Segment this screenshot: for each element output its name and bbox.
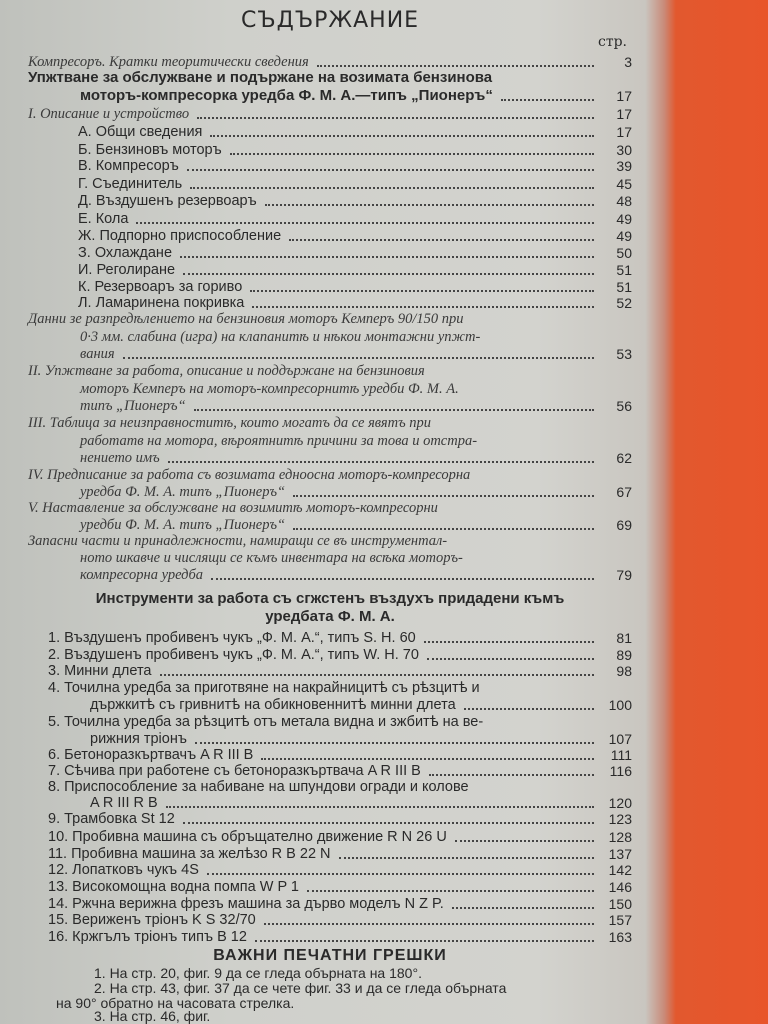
tool-entry-line: [48, 829, 600, 845]
toc-page-number: 17: [616, 88, 632, 104]
toc-page-number: 62: [616, 450, 632, 466]
toc-entry-text: З. Охлаждане: [78, 245, 173, 261]
leader-dots: [293, 494, 594, 497]
leader-dots: [230, 152, 594, 155]
leader-dots: [261, 757, 594, 760]
leader-dots: [317, 64, 594, 67]
tool-entry-text: 11. Пробивна машина за желѣзо R B 22 N: [48, 846, 331, 862]
leader-dots: [264, 922, 594, 925]
toc-entry-line: [78, 295, 600, 311]
tool-entry-line: [90, 731, 600, 747]
toc-entry-line: [28, 54, 600, 70]
tool-entry-line: [48, 879, 600, 895]
toc-entry-line: [78, 279, 600, 295]
toc-entry-line: [80, 567, 600, 583]
leader-dots: [123, 356, 594, 359]
toc-page-number: 49: [616, 211, 632, 227]
tool-page-number: 107: [608, 731, 632, 747]
toc-entry-text: А. Общи сведения: [78, 124, 203, 140]
toc-entry-text: вания: [80, 346, 115, 362]
toc-entry-line: [80, 517, 600, 533]
tool-entry-line: [48, 647, 600, 663]
toc-page-number: 56: [616, 398, 632, 414]
toc-entry-line: [80, 346, 600, 362]
toc-entry-text: Данни зе разпредѣлението на бензиновия моторъ Кемперъ 90/150 при: [28, 311, 464, 327]
toc-entry-line: [78, 228, 600, 244]
toc-entry-line: [28, 311, 600, 327]
leader-dots: [194, 408, 594, 411]
toc-entry-line: [78, 193, 600, 209]
tool-page-number: 120: [608, 795, 632, 811]
tool-entry-text: 12. Лопатковъ чукъ 4S: [48, 862, 199, 878]
errata-item: 3. На стр. 46, фиг.: [94, 1008, 211, 1024]
tool-page-number: 142: [608, 862, 632, 878]
leader-dots: [160, 673, 595, 676]
tool-entry-text: 8. Приспособление за набиване на шпундови огради и колове: [48, 779, 469, 795]
leader-dots: [197, 116, 594, 119]
toc-entry-line: [78, 262, 600, 278]
toc-page-number: 17: [616, 124, 632, 140]
toc-entry-text: Запасни части и принадлежности, намиращи се въ инструментал-: [28, 533, 448, 549]
leader-dots: [252, 305, 594, 308]
leader-dots: [250, 289, 594, 292]
leader-dots: [136, 221, 594, 224]
tool-entry-text: 7. Сѣчива при работене съ бетоноразкъртвача A R III B: [48, 763, 421, 779]
tool-entry-text: 3. Минни длета: [48, 663, 152, 679]
toc-entry-line: [28, 533, 600, 549]
leader-dots: [166, 805, 594, 808]
leader-dots: [211, 577, 594, 580]
tool-page-number: 81: [616, 630, 632, 646]
errata-heading: ВАЖНИ ПЕЧАТНИ ГРЕШКИ: [213, 947, 447, 964]
toc-page-number: 3: [624, 54, 632, 70]
toc-entry-text: I. Описание и устройство: [28, 106, 190, 122]
tool-page-number: 137: [608, 846, 632, 862]
toc-entry-text: ното шкавче и числящи се къмъ инвентара на всѣка моторъ-: [80, 550, 463, 566]
toc-entry-text: V. Наставление за обслужване на возимитѣ моторъ-компресорни: [28, 500, 438, 516]
toc-entry-line: [78, 158, 600, 174]
toc-entry-text: Упжтване за обслужване и подържане на возимата бензинова: [28, 69, 493, 86]
toc-entry-line: [80, 398, 600, 414]
tool-entry-text: държкитѣ съ гривнитѣ на обикновеннитѣ минни длета: [90, 697, 456, 713]
toc-entry-text: моторъ Кемперъ на моторъ-компресорнитѣ уредби Ф. М. А.: [80, 381, 459, 397]
tool-entry-line: [48, 846, 600, 862]
tool-page-number: 111: [610, 747, 632, 763]
tool-entry-text: 16. Кржгълъ тріонъ типъ B 12: [48, 929, 247, 945]
tool-entry-line: [48, 680, 600, 696]
errata-item: на 90° обратно на часовата стрелка.: [56, 995, 295, 1011]
leader-dots: [427, 657, 594, 660]
leader-dots: [187, 168, 594, 171]
toc-entry-text: В. Компресоръ: [78, 158, 179, 174]
tools-heading: Инструменти за работа съ сгжстенъ въздухъ придадени къмъ: [95, 590, 565, 607]
tool-page-number: 100: [608, 697, 632, 713]
leader-dots: [265, 203, 594, 206]
toc-entry-text: нението имъ: [80, 450, 160, 466]
toc-entry-text: Е. Кола: [78, 211, 129, 227]
tool-entry-text: A R III R B: [90, 795, 158, 811]
toc-entry-text: Компресоръ. Кратки теоритически сведения: [28, 54, 309, 70]
toc-page-number: 50: [616, 245, 632, 261]
toc-page-number: 67: [616, 484, 632, 500]
tool-page-number: 128: [608, 829, 632, 845]
toc-entry-line: [80, 329, 600, 345]
tools-heading: уредбата Ф. М. А.: [265, 608, 395, 625]
toc-page-number: 51: [616, 279, 632, 295]
toc-entry-line: [80, 88, 600, 104]
toc-page-number: 17: [616, 106, 632, 122]
tool-entry-text: 13. Високомощна водна помпа W P 1: [48, 879, 299, 895]
tool-page-number: 123: [608, 811, 632, 827]
leader-dots: [210, 134, 594, 137]
leader-dots: [455, 839, 594, 842]
tool-entry-text: 4. Точилна уредба за приготвяне на накрайницитѣ съ рѣзцитѣ и: [48, 680, 480, 696]
leader-dots: [168, 460, 594, 463]
leader-dots: [501, 98, 594, 101]
toc-entry-text: II. Упжтване за работа, описание и поддържане на бензиновия: [28, 363, 425, 379]
toc-entry-line: [28, 106, 600, 122]
toc-entry-text: 0·3 мм. слабина (игра) на клапанитѣ и нѣкои монтажни упжт-: [80, 329, 481, 345]
tool-page-number: 150: [608, 896, 632, 912]
toc-page-number: 53: [616, 346, 632, 362]
toc-entry-text: типъ „Пионеръ“: [80, 398, 186, 414]
toc-entry-text: Б. Бензиновъ моторъ: [78, 142, 222, 158]
tool-entry-line: [48, 747, 600, 763]
tool-page-number: 116: [609, 763, 632, 779]
toc-entry-line: [28, 415, 600, 431]
tool-entry-line: [48, 779, 600, 795]
tool-page-number: 89: [616, 647, 632, 663]
toc-entry-text: IV. Предписание за работа съ возимата едноосна моторъ-компресорна: [28, 467, 471, 483]
toc-entry-line: [28, 467, 600, 483]
toc-entry-text: уредба Ф. М. А. типъ „Пионеръ“: [80, 484, 286, 500]
toc-page-number: 69: [616, 517, 632, 533]
toc-entry-line: [78, 211, 600, 227]
leader-dots: [183, 272, 594, 275]
leader-dots: [424, 640, 594, 643]
tool-entry-line: [48, 663, 600, 679]
toc-entry-text: моторъ-компресорка уредба Ф. М. А.—типъ „Пионеръ“: [80, 87, 493, 104]
leader-dots: [180, 255, 594, 258]
leader-dots: [293, 527, 594, 530]
tool-entry-line: [48, 912, 600, 928]
toc-entry-text: Д. Въздушенъ резервоаръ: [78, 193, 257, 209]
toc-entry-line: [80, 450, 600, 466]
toc-entry-text: Ж. Подпорно приспособление: [78, 228, 282, 244]
toc-page-number: 49: [616, 228, 632, 244]
leader-dots: [183, 821, 594, 824]
tool-page-number: 163: [608, 929, 632, 945]
leader-dots: [339, 856, 594, 859]
toc-entry-line: [80, 484, 600, 500]
toc-entry-text: И. Реголиране: [78, 262, 176, 278]
leader-dots: [464, 707, 594, 710]
leader-dots: [452, 906, 594, 909]
leader-dots: [255, 939, 594, 942]
tool-entry-line: [90, 795, 600, 811]
tool-entry-line: [48, 862, 600, 878]
toc-entry-text: работатв на мотора, вѣроятнитѣ причини за това и отстра-: [80, 433, 478, 449]
toc-entry-line: [78, 124, 600, 140]
tool-entry-line: [90, 697, 600, 713]
toc-entry-line: [80, 381, 600, 397]
tool-entry-text: 6. Бетоноразкъртвачъ A R III B: [48, 747, 254, 763]
toc-entry-text: III. Таблица за неизправноститѣ, които могатъ да се явятъ при: [28, 415, 432, 431]
tool-entry-line: [48, 763, 600, 779]
toc-entry-text: К. Резервоаръ за гориво: [78, 279, 243, 295]
toc-entry-text: Л. Ламаринена покривка: [78, 295, 245, 311]
toc-entry-line: [28, 363, 600, 379]
toc-page-number: 45: [616, 176, 632, 192]
toc-entry-line: [78, 245, 600, 261]
page-column-label: стр.: [598, 34, 627, 50]
toc-page-number: 79: [616, 567, 632, 583]
toc-entry-line: [78, 176, 600, 192]
toc-page-number: 51: [616, 262, 632, 278]
leader-dots: [307, 889, 594, 892]
tool-entry-text: 15. Вериженъ тріонъ K S 32/70: [48, 912, 256, 928]
tool-entry-line: [48, 929, 600, 945]
tool-entry-text: 10. Пробивна машина съ обръщателно движение R N 26 U: [48, 829, 447, 845]
tool-page-number: 146: [608, 879, 632, 895]
errata-item: 1. На стр. 20, фиг. 9 да се гледа обърната на 180°.: [94, 965, 422, 981]
leader-dots: [429, 773, 594, 776]
tool-entry-text: 9. Трамбовка St 12: [48, 811, 175, 827]
leader-dots: [190, 186, 594, 189]
toc-page-number: 48: [616, 193, 632, 209]
page-title: СЪДЪРЖАНИЕ: [240, 8, 420, 33]
leader-dots: [195, 741, 594, 744]
tool-entry-line: [48, 714, 600, 730]
toc-entry-text: уредби Ф. М. А. типъ „Пионеръ“: [80, 517, 286, 533]
tool-entry-text: 14. Ржчна верижна фрезъ машина за дърво моделъ N Z P.: [48, 896, 444, 912]
leader-dots: [207, 872, 594, 875]
tool-entry-text: 5. Точилна уредба за рѣзцитѣ отъ метала видна и зжбитѣ на ве-: [48, 714, 484, 730]
tool-page-number: 98: [616, 663, 632, 679]
toc-entry-line: [80, 433, 600, 449]
tool-page-number: 157: [608, 912, 632, 928]
toc-entry-line: [28, 500, 600, 516]
tool-entry-text: рижния тріонъ: [90, 731, 187, 747]
toc-page-number: 30: [616, 142, 632, 158]
errata-item: 2. На стр. 43, фиг. 37 да се чете фиг. 33 и да се гледа обърната: [94, 980, 507, 996]
toc-page-number: 39: [616, 158, 632, 174]
toc-entry-text: Г. Съединитель: [78, 176, 183, 192]
toc-entry-line: [78, 142, 600, 158]
tool-entry-text: 1. Въздушенъ пробивенъ чукъ „Ф. М. А.“, типъ S. H. 60: [48, 630, 416, 646]
toc-entry-text: компресорна уредба: [80, 567, 204, 583]
tool-entry-line: [48, 630, 600, 646]
tool-entry-text: 2. Въздушенъ пробивенъ чукъ „Ф. М. А.“, типъ W. H. 70: [48, 647, 419, 663]
tool-entry-line: [48, 811, 600, 827]
toc-entry-line: [80, 550, 600, 566]
toc-page-number: 52: [616, 295, 632, 311]
leader-dots: [289, 238, 594, 241]
tool-entry-line: [48, 896, 600, 912]
toc-entry-line: [28, 70, 600, 86]
